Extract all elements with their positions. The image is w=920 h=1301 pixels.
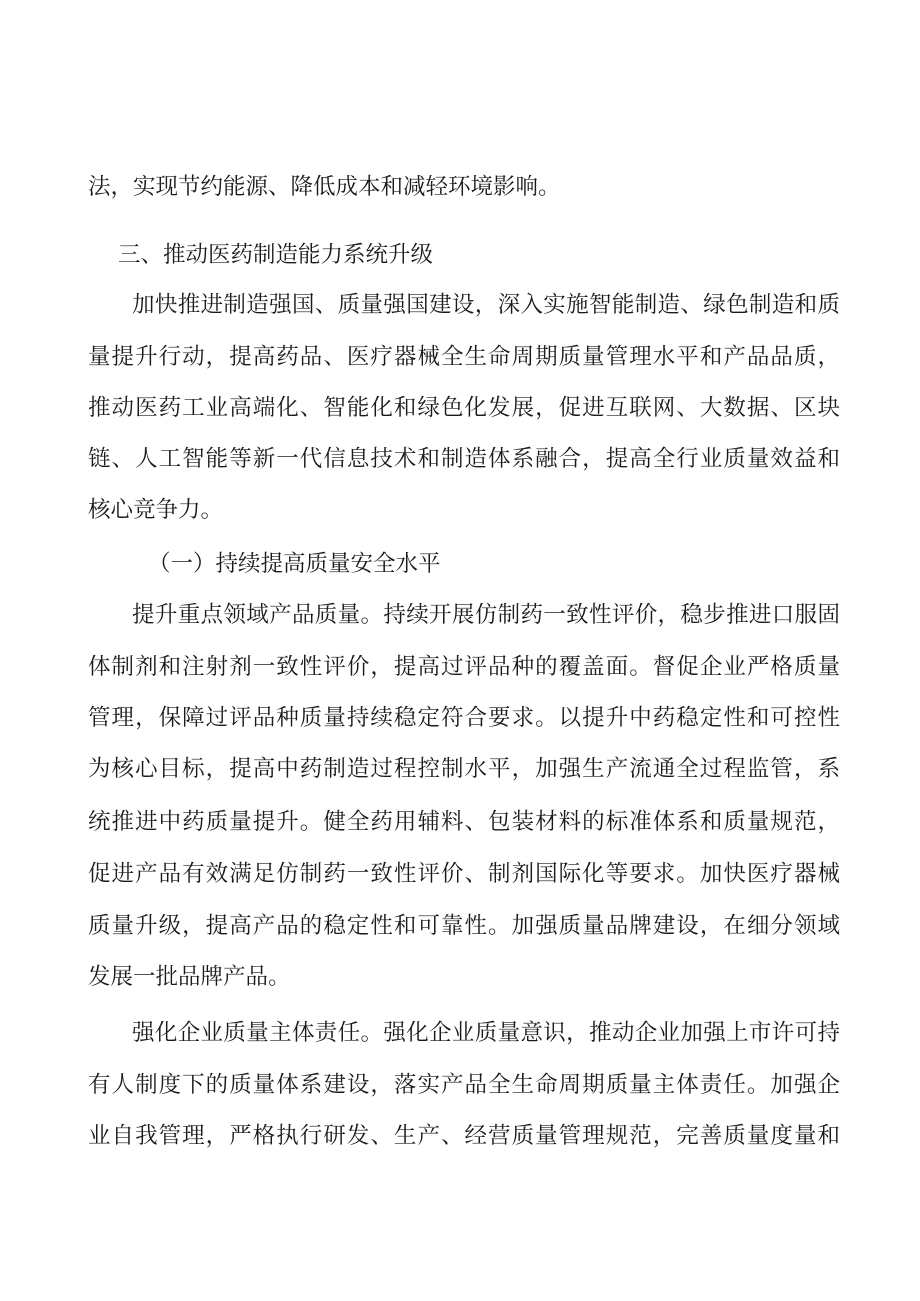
paragraph-line: 业自我管理，严格执行研发、生产、经营质量管理规范，完善质量度量和: [88, 1123, 840, 1149]
section-heading: 三、推动医药制造能力系统升级: [118, 242, 434, 268]
paragraph-line: 质量升级，提高产品的稳定性和可靠性。加强质量品牌建设，在细分领域: [88, 913, 840, 939]
continuation-line: 法，实现节约能源、降低成本和减轻环境影响。: [88, 174, 561, 200]
paragraph-line: 核心竞争力。: [88, 497, 224, 523]
subsection-heading: （一）持续提高质量安全水平: [148, 551, 441, 577]
paragraph-line: 发展一批品牌产品。: [88, 964, 291, 990]
paragraph-line: 促进产品有效满足仿制药一致性评价、制剂国际化等要求。加快医疗器械: [88, 861, 840, 887]
paragraph-line: 推动医药工业高端化、智能化和绿色化发展，促进互联网、大数据、区块: [88, 395, 840, 421]
paragraph-line: 为核心目标，提高中药制造过程控制水平，加强生产流通全过程监管，系: [88, 756, 840, 782]
paragraph-line: 管理，保障过评品种质量持续稳定符合要求。以提升中药稳定性和可控性: [88, 705, 840, 731]
paragraph-line: 链、人工智能等新一代信息技术和制造体系融合，提高全行业质量效益和: [88, 446, 840, 472]
paragraph-line: 量提升行动，提高药品、医疗器械全生命周期质量管理水平和产品品质，: [88, 344, 840, 370]
paragraph-line: 强化企业质量主体责任。强化企业质量意识，推动企业加强上市许可持: [132, 1020, 840, 1046]
paragraph-line: 有人制度下的质量体系建设，落实产品全生命周期质量主体责任。加强企: [88, 1072, 840, 1098]
paragraph-line: 提升重点领域产品质量。持续开展仿制药一致性评价，稳步推进口服固: [132, 602, 840, 628]
paragraph-line: 体制剂和注射剂一致性评价，提高过评品种的覆盖面。督促企业严格质量: [88, 654, 840, 680]
paragraph-line: 统推进中药质量提升。健全药用辅料、包装材料的标准体系和质量规范，: [88, 809, 840, 835]
paragraph-line: 加快推进制造强国、质量强国建设，深入实施智能制造、绿色制造和质: [132, 292, 840, 318]
